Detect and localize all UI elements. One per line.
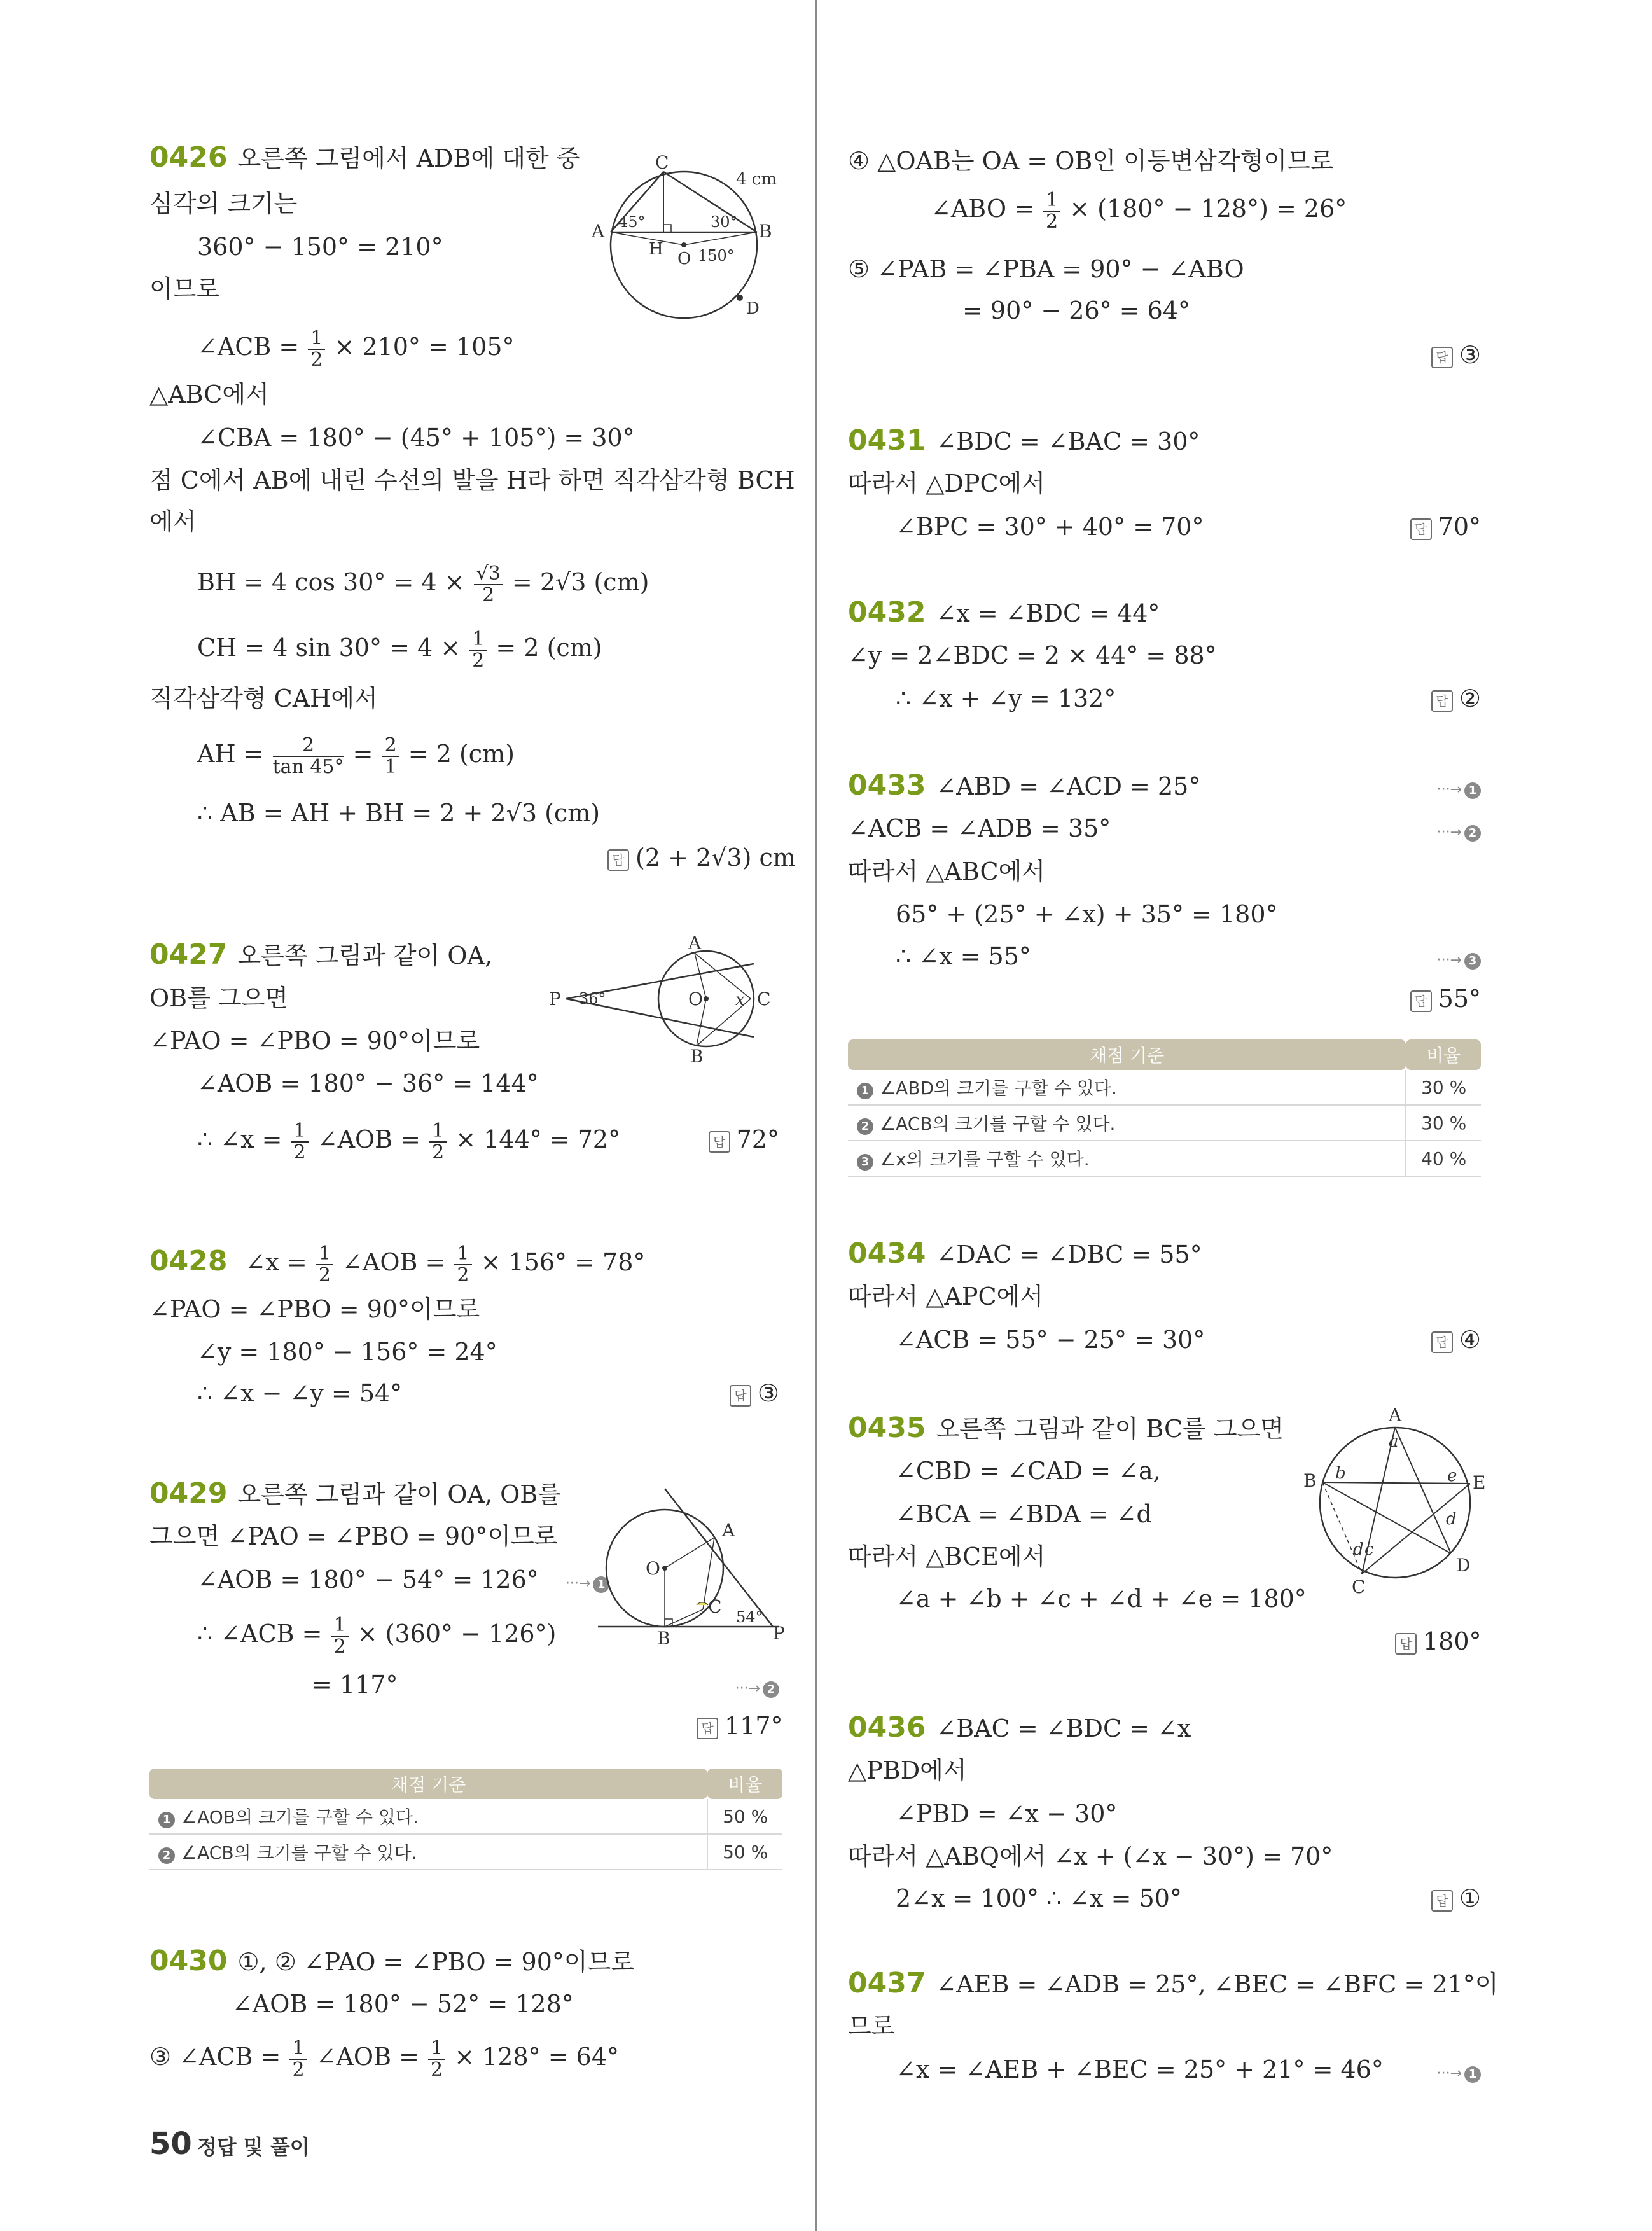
- svg-text:b: b: [1335, 1464, 1346, 1483]
- table-header: 채점 기준: [848, 1039, 1406, 1070]
- text-line: ∠BCA = ∠BDA = ∠d: [896, 1500, 1152, 1528]
- text-line: △ABC에서: [149, 380, 269, 408]
- equation-line: ∠ABO = $\frac{1}{2}$ × (180° − 128°) = 26°: [931, 188, 1347, 233]
- svg-text:a: a: [1389, 1432, 1399, 1451]
- label-length: 4 cm: [736, 170, 777, 189]
- text-line: ∴ ∠x + ∠y = 132°: [896, 685, 1116, 712]
- table-row: 1 ∠ABD의 크기를 구할 수 있다. 30 %: [848, 1070, 1481, 1105]
- grading-table: [149, 1769, 782, 1870]
- fraction: $\frac{1}{2}$: [289, 2038, 307, 2080]
- text-line: ∠AOB = 180° − 52° = 128°: [232, 1990, 574, 2018]
- label-h: H: [649, 240, 663, 259]
- problem-number: 0427: [149, 938, 228, 971]
- text-line: 따라서 △DPC에서: [848, 469, 1045, 497]
- svg-text:B: B: [657, 1628, 670, 1649]
- problem-number: 0432: [848, 596, 926, 629]
- svg-text:P: P: [549, 989, 561, 1010]
- column-divider: [815, 0, 817, 2231]
- text-line: OB를 그으면: [149, 984, 288, 1012]
- text-line: ∠AOB = 180° − 36° = 144°: [197, 1069, 539, 1097]
- svg-text:B: B: [1303, 1470, 1317, 1491]
- answer-mark-icon: 답: [1410, 518, 1432, 540]
- equation-line: BH = 4 cos 30° = 4 × $\frac{√3}{2}$ = 2√3 (cm): [197, 562, 649, 606]
- text-line: 이므로: [149, 275, 220, 303]
- svg-text:C: C: [757, 989, 771, 1010]
- problem-number: 0433: [848, 769, 926, 802]
- equation-line: ∴ ∠x = $\frac{1}{2}$ ∠AOB = $\frac{1}{2}$ × 144° = 72°: [197, 1119, 621, 1164]
- fraction: $\frac{1}{2}$: [316, 1244, 333, 1286]
- label-b: B: [759, 221, 772, 242]
- svg-text:d: d: [1446, 1510, 1457, 1529]
- answer-mark-icon: 답: [697, 1718, 718, 1739]
- text-line: ∴ AB = AH + BH = 2 + 2√3 (cm): [197, 799, 600, 827]
- text-line: ∴ ∠x − ∠y = 54°: [197, 1379, 403, 1407]
- answer: 답 72°: [703, 1125, 779, 1154]
- text-line: ∠BPC = 30° + 40° = 70°: [896, 513, 1204, 541]
- svg-text:E: E: [1473, 1472, 1486, 1493]
- text-line: 점 C에서 AB에 내린 수선의 발을 H라 하면 직각삼각형 BCH: [149, 466, 795, 494]
- fraction: $\frac{2}{1}$: [382, 735, 399, 777]
- answer: 답 ②: [1420, 684, 1481, 713]
- fraction: $\frac{1}{2}$: [454, 1244, 471, 1286]
- fraction: $\frac{1}{2}$: [429, 1121, 447, 1163]
- table-row: 2 ∠ACB의 크기를 구할 수 있다. 30 %: [848, 1105, 1481, 1141]
- problem-number: 0428: [149, 1245, 228, 1277]
- table-header: 비율: [707, 1769, 782, 1799]
- equation-line: ③ ∠ACB = $\frac{1}{2}$ ∠AOB = $\frac{1}{2}$ × 128° = 64°: [149, 2036, 620, 2081]
- text-line: = 90° − 26° = 64°: [962, 296, 1190, 324]
- text-line: 직각삼각형 CAH에서: [149, 685, 378, 712]
- page: 0426 오른쪽 그림에서 ADB에 대한 중 심각의 크기는 360° − 150° = 210° 이므로 ∠ACB = $\frac{1}{2}$ × 210° = 105° △ABC에서 ∠CBA = 180° − (45° + 105°) = 30° 점 C에서 AB에 내린 수선의 발을 H라 하면 직각삼각형 BCH 에서 BH = 4 cos 30° = 4 × $\frac{√3}{2}$ = 2√3 (cm) CH = 4 sin 30° = 4 × $\frac{1}{2}$ = 2 (cm) 직각삼각형 CAH에서 AH = $\frac{2}{\tan 45^\circ}$ = $\frac{2}{1}$ = 2 (cm) ∴ AB = AH + BH = 2 + 2√3 (cm) 답 (2 + 2√3) cm C A B H O D 4 cm 45° 30° 150° 0427 오른쪽 그림과 같이 OA, OB를 그으면 ∠PAO = ∠PBO = 90°이므로 ∠AOB = 180° − 36° = 144° ∴ ∠x = $\frac{1}{2}$ ∠AOB = $\frac{1}{2}$ × 144° = 72° 답 72° P A B O C x 36° 0428 ∠x = $\frac{1}{2}$ ∠AOB = $\frac{1}{2}$ × 156° = 78° ∠PAO = ∠PBO = 90°이므로 ∠y = 180° − 156° = 24° ∴ ∠x − ∠y = 54° 답 ③ 0429 오른쪽 그림과 같이 OA, OB를 그으면 ∠PAO = ∠PBO = 90°이므로 ∠AOB = 180° − 54° = 126° ···→ 1 ∴ ∠ACB = $\frac{1}{2}$ × (360° − 126°) = 117° ···→ 2 답 117° A O C B P 54° 채점 기준 비율 1 ∠AOB의 크기를 구할 수 있다. 50 % 2 ∠ACB의 크기를 구할 수 있다. 50 % 0430 ①, ② ∠PAO = ∠PBO = 90°이므로 ∠AOB = 180° − 52° = 128° ③ ∠ACB = $\frac{1}{2}$ ∠AOB = $\frac{1}{2}$ × 128° = 64° 50 정답 및 풀이 ④ △OAB는 OA = OB인 이등변삼각형이므로 ∠ABO = $\frac{1}{2}$ × (180° − 128°) = 26° ⑤ ∠PAB = ∠PBA = 90° − ∠ABO = 90° − 26° = 64° 답 ③ 0431 ∠BDC = ∠BAC = 30° 따라서 △DPC에서 ∠BPC = 30° + 40° = 70° 답 70° 0432 ∠x = ∠BDC = 44° ∠y = 2∠BDC = 2 × 44° = 88° ∴ ∠x + ∠y = 132° 답 ② 0433 ∠ABD = ∠ACD = 25° ···→ 1 ∠ACB = ∠ADB = 35° ···→ 2 따라서 △ABC에서 65° + (25° + ∠x) + 35° = 180° ∴ ∠x = 55° ···→ 3 답 55° 채점 기준 비율 1 ∠ABD의 크기를 구할 수 있다. 30 % 2 ∠ACB의 크기를 구할 수 있다. 30 % 3 ∠x의 크기를 구할 수 있다. 40 % 0434 ∠DAC = ∠DBC = 55° 따라서 △APC에서 ∠ACB = 55° − 25° = 30° 답 ④ 0435 오른쪽 그림과 같이 BC를 그으면 ∠CBD = ∠CAD = ∠a, ∠BCA = ∠BDA = ∠d 따라서 △BCE에서 ∠a + ∠b + ∠c + ∠d + ∠e = 180° 답 180° A B C D E a b c d d e 0436 ∠BAC = ∠BDC = ∠x △PBD에서 ∠PBD = ∠x − 30° 따라서 △ABQ에서 ∠x + (∠x − 30°) = 70° 2∠x = 100° ∴ ∠x = 50° 답 ① 0437 ∠AEB = ∠ADB = 25°, ∠BEC = ∠BFC = 21°이 므로 ∠x = ∠AEB + ∠BEC = 25° + 21° = 46° ···→ 1: [0, 0, 1652, 2231]
- text-line: ④ △OAB는 OA = OB인 이등변삼각형이므로: [848, 147, 1334, 175]
- page-number: 50: [149, 2126, 192, 2162]
- answer-mark-icon: 답: [1431, 690, 1453, 712]
- text-line: ∠x = ∠AEB + ∠BEC = 25° + 21° = 46°: [896, 2055, 1384, 2083]
- svg-text:P: P: [773, 1623, 785, 1644]
- problem-number: 0435: [848, 1412, 926, 1444]
- problem-number: 0437: [848, 1967, 926, 1999]
- fraction: $\frac{1}{2}$: [308, 328, 325, 370]
- fraction: $\frac{√3}{2}$: [474, 564, 503, 606]
- answer: 답 ④: [1420, 1325, 1481, 1354]
- answer: 답 ①: [1420, 1884, 1481, 1913]
- answer-mark-icon: 답: [1431, 347, 1453, 368]
- fraction: $\frac{1}{2}$: [428, 2038, 445, 2080]
- answer-mark-icon: 답: [1395, 1633, 1417, 1655]
- problem-number: 0426: [149, 141, 228, 174]
- problem-number: 0434: [848, 1237, 926, 1270]
- answer-mark-icon: 답: [1410, 990, 1432, 1012]
- label-c: C: [655, 152, 669, 173]
- equation-line: ∠AOB = 180° − 54° = 126° ···→ 1: [197, 1565, 609, 1599]
- answer-mark-icon: 답: [607, 849, 629, 871]
- text-line: ⑤ ∠PAB = ∠PBA = 90° − ∠ABO: [848, 255, 1244, 283]
- fraction: $\frac{1}{2}$: [291, 1121, 309, 1163]
- svg-text:D: D: [1456, 1555, 1471, 1576]
- answer: 답 ③: [722, 1379, 779, 1408]
- label-angle: 45°: [618, 213, 646, 231]
- step-marker: ···→ 2: [735, 1670, 779, 1704]
- text-line: 따라서 △ABQ에서 ∠x + (∠x − 30°) = 70°: [848, 1842, 1333, 1870]
- svg-text:C: C: [708, 1596, 722, 1617]
- answer: 답 55°: [1408, 984, 1481, 1013]
- text-line: ∴ ∠x = 55°: [896, 942, 1031, 970]
- text-line: ∠CBA = 180° − (45° + 105°) = 30°: [197, 424, 635, 452]
- text-line: ∠ACB = 55° − 25° = 30°: [896, 1326, 1205, 1354]
- answer: 답 70°: [1408, 512, 1481, 541]
- text-line: 따라서 △APC에서: [848, 1282, 1043, 1310]
- text-line: 따라서 △ABC에서: [848, 858, 1045, 886]
- step-marker: ···→ 3: [1433, 942, 1481, 975]
- figure-0429: [595, 1485, 786, 1649]
- text-line: 360° − 150° = 210°: [197, 233, 443, 261]
- page-footer: [149, 2126, 310, 2162]
- table-header: 채점 기준: [149, 1769, 707, 1799]
- fraction: $\frac{1}{2}$: [331, 1615, 349, 1657]
- table-row: 3 ∠x의 크기를 구할 수 있다. 40 %: [848, 1141, 1481, 1176]
- equation-line: ∠ACB = $\frac{1}{2}$ × 210° = 105°: [197, 326, 515, 371]
- svg-text:C: C: [1352, 1576, 1366, 1597]
- table-row: 2 ∠ACB의 크기를 구할 수 있다. 50 %: [149, 1834, 782, 1870]
- table-row: 1 ∠AOB의 크기를 구할 수 있다. 50 %: [149, 1799, 782, 1834]
- text-line: ∠y = 180° − 156° = 24°: [197, 1338, 497, 1366]
- svg-text:x: x: [735, 990, 745, 1010]
- answer-mark-icon: 답: [730, 1385, 751, 1407]
- answer-mark-icon: 답: [1431, 1331, 1453, 1353]
- fraction: $\frac{1}{2}$: [1043, 190, 1060, 232]
- svg-text:36°: 36°: [579, 990, 606, 1008]
- fraction: $\frac{2}{\tan 45^\circ}$: [272, 733, 344, 778]
- step-marker: ···→ 1: [1433, 771, 1481, 805]
- text-line: ∠CBD = ∠CAD = ∠a,: [896, 1457, 1161, 1485]
- table-header: 비율: [1406, 1039, 1481, 1070]
- svg-text:e: e: [1447, 1466, 1457, 1485]
- answer: 답 (2 + 2√3) cm: [607, 843, 779, 872]
- svg-text:O: O: [646, 1558, 660, 1579]
- problem-number: 0429: [149, 1477, 228, 1510]
- svg-text:c: c: [1364, 1540, 1374, 1559]
- text-line: 65° + (25° + ∠x) + 35° = 180°: [896, 900, 1278, 928]
- text-line: ∠PBD = ∠x − 30°: [896, 1800, 1118, 1828]
- svg-text:B: B: [690, 1046, 704, 1067]
- text-line: 따라서 △BCE에서: [848, 1543, 1046, 1571]
- label-angle: 150°: [698, 247, 735, 265]
- answer: 답 ③: [1420, 340, 1481, 370]
- text-line: ∠PAO = ∠PBO = 90°이므로: [149, 1295, 480, 1323]
- text-line: 오른쪽 그림에서 ADB에 대한 중: [237, 144, 580, 172]
- step-marker: ···→ 1: [566, 1569, 609, 1599]
- svg-text:54°: 54°: [736, 1608, 763, 1626]
- text-line: 그으면 ∠PAO = ∠PBO = 90°이므로: [149, 1522, 558, 1550]
- answer-mark-icon: 답: [709, 1131, 730, 1153]
- svg-text:A: A: [688, 933, 702, 954]
- text-line: 오른쪽 그림과 같이 OA,: [237, 942, 493, 970]
- grading-table: [848, 1039, 1481, 1177]
- problem-number: 0431: [848, 424, 926, 457]
- text-line: ∠ACB = ∠ADB = 35°: [848, 814, 1111, 842]
- label-d: D: [746, 299, 760, 318]
- problem-number: 0436: [848, 1711, 926, 1744]
- label-angle: 30°: [711, 213, 738, 231]
- answer-mark-icon: 답: [1431, 1890, 1453, 1912]
- text-line: △PBD에서: [848, 1756, 967, 1784]
- text-line: ∠a + ∠b + ∠c + ∠d + ∠e = 180°: [896, 1585, 1307, 1613]
- label-a: A: [592, 221, 605, 242]
- text-line: = 117°: [312, 1671, 398, 1699]
- text-line: 에서: [149, 508, 197, 536]
- text-line: ∠y = 2∠BDC = 2 × 44° = 88°: [848, 641, 1217, 669]
- svg-text:O: O: [688, 989, 703, 1010]
- footer-label: 정답 및 풀이: [197, 2135, 310, 2159]
- svg-text:A: A: [1389, 1405, 1402, 1426]
- answer: 답 117°: [697, 1711, 779, 1741]
- text-line: 심각의 크기는: [149, 190, 298, 218]
- equation-line: AH = $\frac{2}{\tan 45^\circ}$ = $\frac{2}{1}$ = 2 (cm): [197, 733, 515, 778]
- step-marker: ···→ 1: [1433, 2055, 1481, 2089]
- svg-text:A: A: [722, 1520, 735, 1541]
- equation-line: CH = 4 sin 30° = 4 × $\frac{1}{2}$ = 2 (cm): [197, 627, 602, 672]
- text-line: ∠PAO = ∠PBO = 90°이므로: [149, 1027, 480, 1055]
- figure-0435: [1300, 1407, 1484, 1598]
- fraction: $\frac{1}{2}$: [469, 629, 487, 671]
- text-line: 므로: [848, 2012, 895, 2040]
- equation-line: ∴ ∠ACB = $\frac{1}{2}$ × (360° − 126°): [197, 1613, 557, 1658]
- figure-0427: [547, 933, 782, 1067]
- problem-number: 0430: [149, 1945, 228, 1977]
- figure-0426: [588, 153, 786, 324]
- step-marker: ···→ 2: [1433, 814, 1481, 847]
- label-o: O: [677, 249, 691, 268]
- svg-text:d: d: [1353, 1540, 1364, 1559]
- text-line: 2∠x = 100° ∴ ∠x = 50°: [896, 1884, 1182, 1912]
- answer: 답 180°: [1395, 1627, 1481, 1656]
